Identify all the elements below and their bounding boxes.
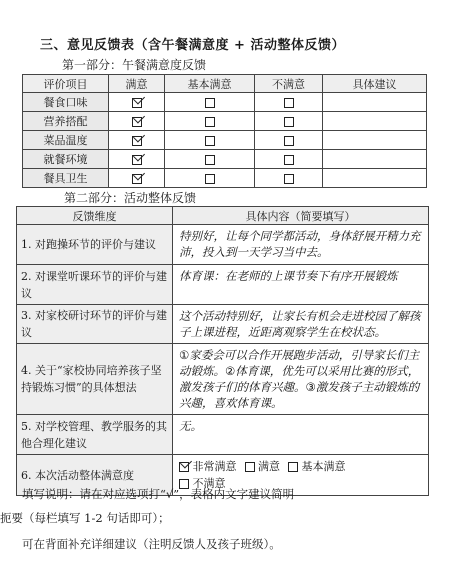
rating-cell xyxy=(255,131,323,150)
rating-checkbox[interactable] xyxy=(205,155,215,165)
rating-cell xyxy=(165,150,255,169)
handwritten-feedback[interactable]: 无。 xyxy=(173,415,429,455)
handwritten-feedback[interactable]: ①家委会可以合作开展跑步活动，引导家长们主动锻炼。②体育课，优先可以采用比赛的形式，激发孩子们的体育兴趣。③激发孩子主动锻炼的兴趣，喜欢体育课。 xyxy=(173,344,429,415)
table-row xyxy=(23,112,427,131)
rating-cell xyxy=(165,131,255,150)
rating-item-label: 菜品温度 xyxy=(23,131,109,150)
rating-checkbox[interactable] xyxy=(132,117,142,127)
rating-checkbox[interactable] xyxy=(284,98,294,108)
rating-cell xyxy=(255,112,323,131)
page-title: 三、意见反馈表（含午餐满意度 + 活动整体反馈） xyxy=(40,38,345,53)
rating-cell xyxy=(165,169,255,188)
column-header: 评价项目 xyxy=(23,75,109,93)
advice-cell[interactable] xyxy=(323,169,427,188)
fill-instructions-cont: 扼要（每栏填写 1-2 句话即可）； xyxy=(0,511,170,525)
table-row xyxy=(23,150,427,169)
column-header: 反馈维度 xyxy=(17,207,173,225)
feedback-dimension: 2. 对课堂听课环节的评价与建议 xyxy=(17,265,173,305)
table-row xyxy=(17,305,429,344)
handwritten-feedback[interactable]: 特别好，让每个同学都活动，身体舒展开精力充沛，投入到一天学习当中去。 xyxy=(173,225,429,265)
satisfaction-option-label: 不满意 xyxy=(192,477,226,490)
advice-cell[interactable] xyxy=(323,93,427,112)
rating-cell xyxy=(255,93,323,112)
advice-cell[interactable] xyxy=(323,131,427,150)
table-header-row xyxy=(17,207,429,225)
rating-cell xyxy=(109,112,165,131)
satisfaction-option-label: 基本满意 xyxy=(301,460,346,473)
rating-cell xyxy=(109,93,165,112)
fill-instructions: 填写说明：请在对应选项打“√”，表格内文字建议简明 xyxy=(22,487,295,501)
lunch-satisfaction-table xyxy=(22,74,427,188)
rating-cell xyxy=(255,169,323,188)
table-row xyxy=(23,169,427,188)
rating-cell xyxy=(109,150,165,169)
feedback-dimension: 4. 关于“家校协同培养孩子坚持锻炼习惯”的具体想法 xyxy=(17,344,173,415)
back-page-note: 可在背面补充详细建议（注明反馈人及孩子班级）。 xyxy=(22,537,281,551)
rating-checkbox[interactable] xyxy=(284,117,294,127)
rating-item-label: 餐具卫生 xyxy=(23,169,109,188)
part2-title: 第二部分：活动整体反馈 xyxy=(64,191,197,205)
column-header: 不满意 xyxy=(255,75,323,93)
column-header: 满意 xyxy=(109,75,165,93)
rating-checkbox[interactable] xyxy=(132,174,142,184)
handwritten-feedback[interactable]: 这个活动特别好，让家长有机会走进校园了解孩子上课进程，近距离观察学生在校状态。 xyxy=(173,305,429,344)
rating-checkbox[interactable] xyxy=(132,98,142,108)
table-row xyxy=(23,131,427,150)
table-header-row xyxy=(23,75,427,93)
rating-checkbox[interactable] xyxy=(205,117,215,127)
satisfaction-option-label: 非常满意 xyxy=(192,460,237,473)
table-row xyxy=(17,265,429,305)
activity-feedback-table xyxy=(16,206,429,496)
satisfaction-option-label: 满意 xyxy=(258,460,280,473)
satisfaction-option[interactable] xyxy=(288,458,346,475)
column-header: 基本满意 xyxy=(165,75,255,93)
rating-checkbox[interactable] xyxy=(205,136,215,146)
rating-checkbox[interactable] xyxy=(205,98,215,108)
rating-item-label: 就餐环境 xyxy=(23,150,109,169)
rating-checkbox[interactable] xyxy=(132,155,142,165)
part1-title: 第一部分：午餐满意度反馈 xyxy=(62,58,207,72)
feedback-dimension: 5. 对学校管理、教学服务的其他合理化建议 xyxy=(17,415,173,455)
table-row xyxy=(17,344,429,415)
table-row xyxy=(17,415,429,455)
rating-checkbox[interactable] xyxy=(284,174,294,184)
feedback-dimension: 1. 对跑操环节的评价与建议 xyxy=(17,225,173,265)
satisfaction-option[interactable] xyxy=(245,458,281,475)
rating-cell xyxy=(109,131,165,150)
rating-checkbox[interactable] xyxy=(284,155,294,165)
rating-item-label: 营养搭配 xyxy=(23,112,109,131)
table-row xyxy=(23,93,427,112)
table-row xyxy=(17,225,429,265)
advice-cell[interactable] xyxy=(323,112,427,131)
rating-cell xyxy=(109,169,165,188)
feedback-dimension: 6. 本次活动整体满意度 xyxy=(17,455,173,496)
rating-checkbox[interactable] xyxy=(205,174,215,184)
rating-cell xyxy=(165,93,255,112)
satisfaction-option[interactable] xyxy=(179,458,237,475)
advice-cell[interactable] xyxy=(323,150,427,169)
rating-checkbox[interactable] xyxy=(132,136,142,146)
satisfaction-checkbox[interactable] xyxy=(245,462,255,472)
handwritten-feedback[interactable]: 体育课：在老师的上课节奏下有序开展锻炼 xyxy=(173,265,429,305)
satisfaction-checkbox[interactable] xyxy=(288,462,298,472)
feedback-dimension: 3. 对家校研讨环节的评价与建议 xyxy=(17,305,173,344)
satisfaction-checkbox[interactable] xyxy=(179,462,189,472)
rating-cell xyxy=(255,150,323,169)
rating-checkbox[interactable] xyxy=(284,136,294,146)
column-header: 具体内容（简要填写） xyxy=(173,207,429,225)
column-header: 具体建议 xyxy=(323,75,427,93)
rating-item-label: 餐食口味 xyxy=(23,93,109,112)
rating-cell xyxy=(165,112,255,131)
